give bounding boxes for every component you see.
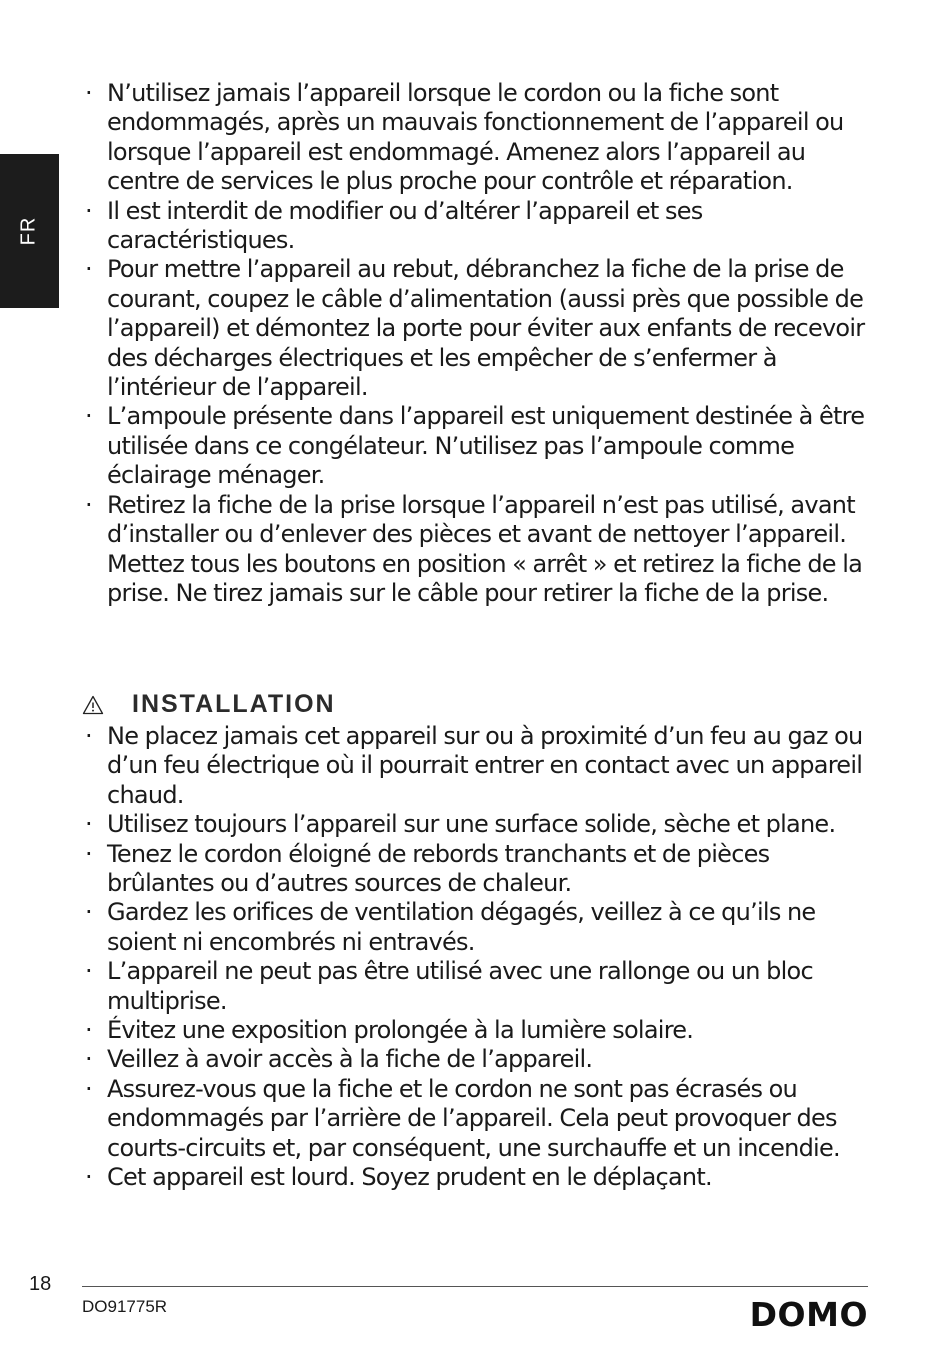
section-title: INSTALLATION [132,690,336,718]
list-item [82,197,882,256]
language-tab-label: FR [17,216,40,246]
installation-heading [82,690,336,719]
list-item [82,1075,882,1163]
list-item-text: L’ampoule présente dans l’appareil est uniquement destinée à être utilisée dans ce congélateur. N’utilisez pas l’ampoule comme éclairage ménager. [107,402,865,490]
list-item-text: Veillez à avoir accès à la fiche de l’appareil. [107,1045,593,1074]
list-item [82,1045,882,1074]
bullet-icon: · [85,196,93,225]
list-item [82,491,882,609]
bullet-icon: · [85,1016,93,1045]
bullet-icon: · [85,810,93,839]
bullet-icon: · [85,79,93,107]
safety-list [82,79,882,608]
list-item [82,1016,882,1045]
list-item [82,810,882,839]
list-item [82,402,882,490]
bullet-icon: · [85,957,93,986]
page-number: 18 [29,1273,52,1295]
footer-divider [82,1286,868,1287]
bullet-icon: · [85,255,93,284]
bullet-icon: · [85,1045,93,1074]
list-item-text: Il est interdit de modifier ou d’altérer l’appareil et ses caractéristiques. [107,196,703,255]
list-item [82,79,882,197]
list-item [82,722,882,810]
list-item [82,898,882,957]
list-item-text: Assurez-vous que la fiche et le cordon ne sont pas écrasés ou endommagés par l’arrière de l’appareil. Cela peut provoquer des courts-circuits et, par conséquent, une surchauffe et un incendie. [107,1074,840,1162]
brand-logo: DOMO [749,1295,868,1334]
list-item-text: Gardez les orifices de ventilation dégagés, veillez à ce qu’ils ne soient ni encombrés ni entravés. [107,898,816,956]
list-item-text: Ne placez jamais cet appareil sur ou à proximité d’un feu au gaz ou d’un feu électrique où il pourrait entrer en contact avec un appareil chaud. [107,722,863,809]
list-item [82,957,882,1016]
list-item-text: N’utilisez jamais l’appareil lorsque le cordon ou la fiche sont endommagés, après un mauvais fonctionnement de l’appareil ou lorsque l’appareil est endommagé. Amenez alors l’appareil au centre de services le plus proche pour contrôle et réparation. [107,79,844,196]
list-item-text: Utilisez toujours l’appareil sur une surface solide, sèche et plane. [107,810,836,839]
bullet-icon: · [85,1163,93,1192]
language-tab [0,154,59,308]
list-item-text: Cet appareil est lourd. Soyez prudent en le déplaçant. [107,1163,712,1192]
bullet-icon: · [85,898,93,927]
bullet-icon: · [85,839,93,868]
installation-list [82,722,882,1193]
list-item-text: Retirez la fiche de la prise lorsque l’appareil n’est pas utilisé, avant d’installer ou d’enlever des pièces et avant de nettoyer l’appareil. Mettez tous les boutons en position « arrêt » et retirez la fiche de la prise. Ne tirez jamais sur le câble pour retirer la fiche de la prise. [107,490,863,607]
installation-instructions [82,722,882,1193]
model-code: DO91775R [82,1297,168,1316]
safety-instructions [82,79,882,608]
list-item [82,840,882,899]
bullet-icon: · [85,1074,93,1103]
list-item-text: Pour mettre l’appareil au rebut, débranchez la fiche de la prise de courant, coupez le câble d’alimentation (aussi près que possible de l’appareil) et démontez la porte pour éviter aux enfants de recevoir des décharges électriques et les empêcher de s’enfermer à l’intérieur de l’appareil. [107,255,865,402]
bullet-icon: · [85,402,93,431]
bullet-icon: · [85,722,93,750]
list-item-text: Tenez le cordon éloigné de rebords tranchants et de pièces brûlantes ou d’autres sources de chaleur. [107,839,770,898]
list-item-text: L’appareil ne peut pas être utilisé avec une rallonge ou un bloc multiprise. [107,957,813,1015]
warning-triangle-icon [82,695,104,715]
bullet-icon: · [85,490,93,519]
list-item [82,1163,882,1192]
list-item [82,255,882,402]
list-item-text: Évitez une exposition prolongée à la lumière solaire. [107,1016,694,1045]
